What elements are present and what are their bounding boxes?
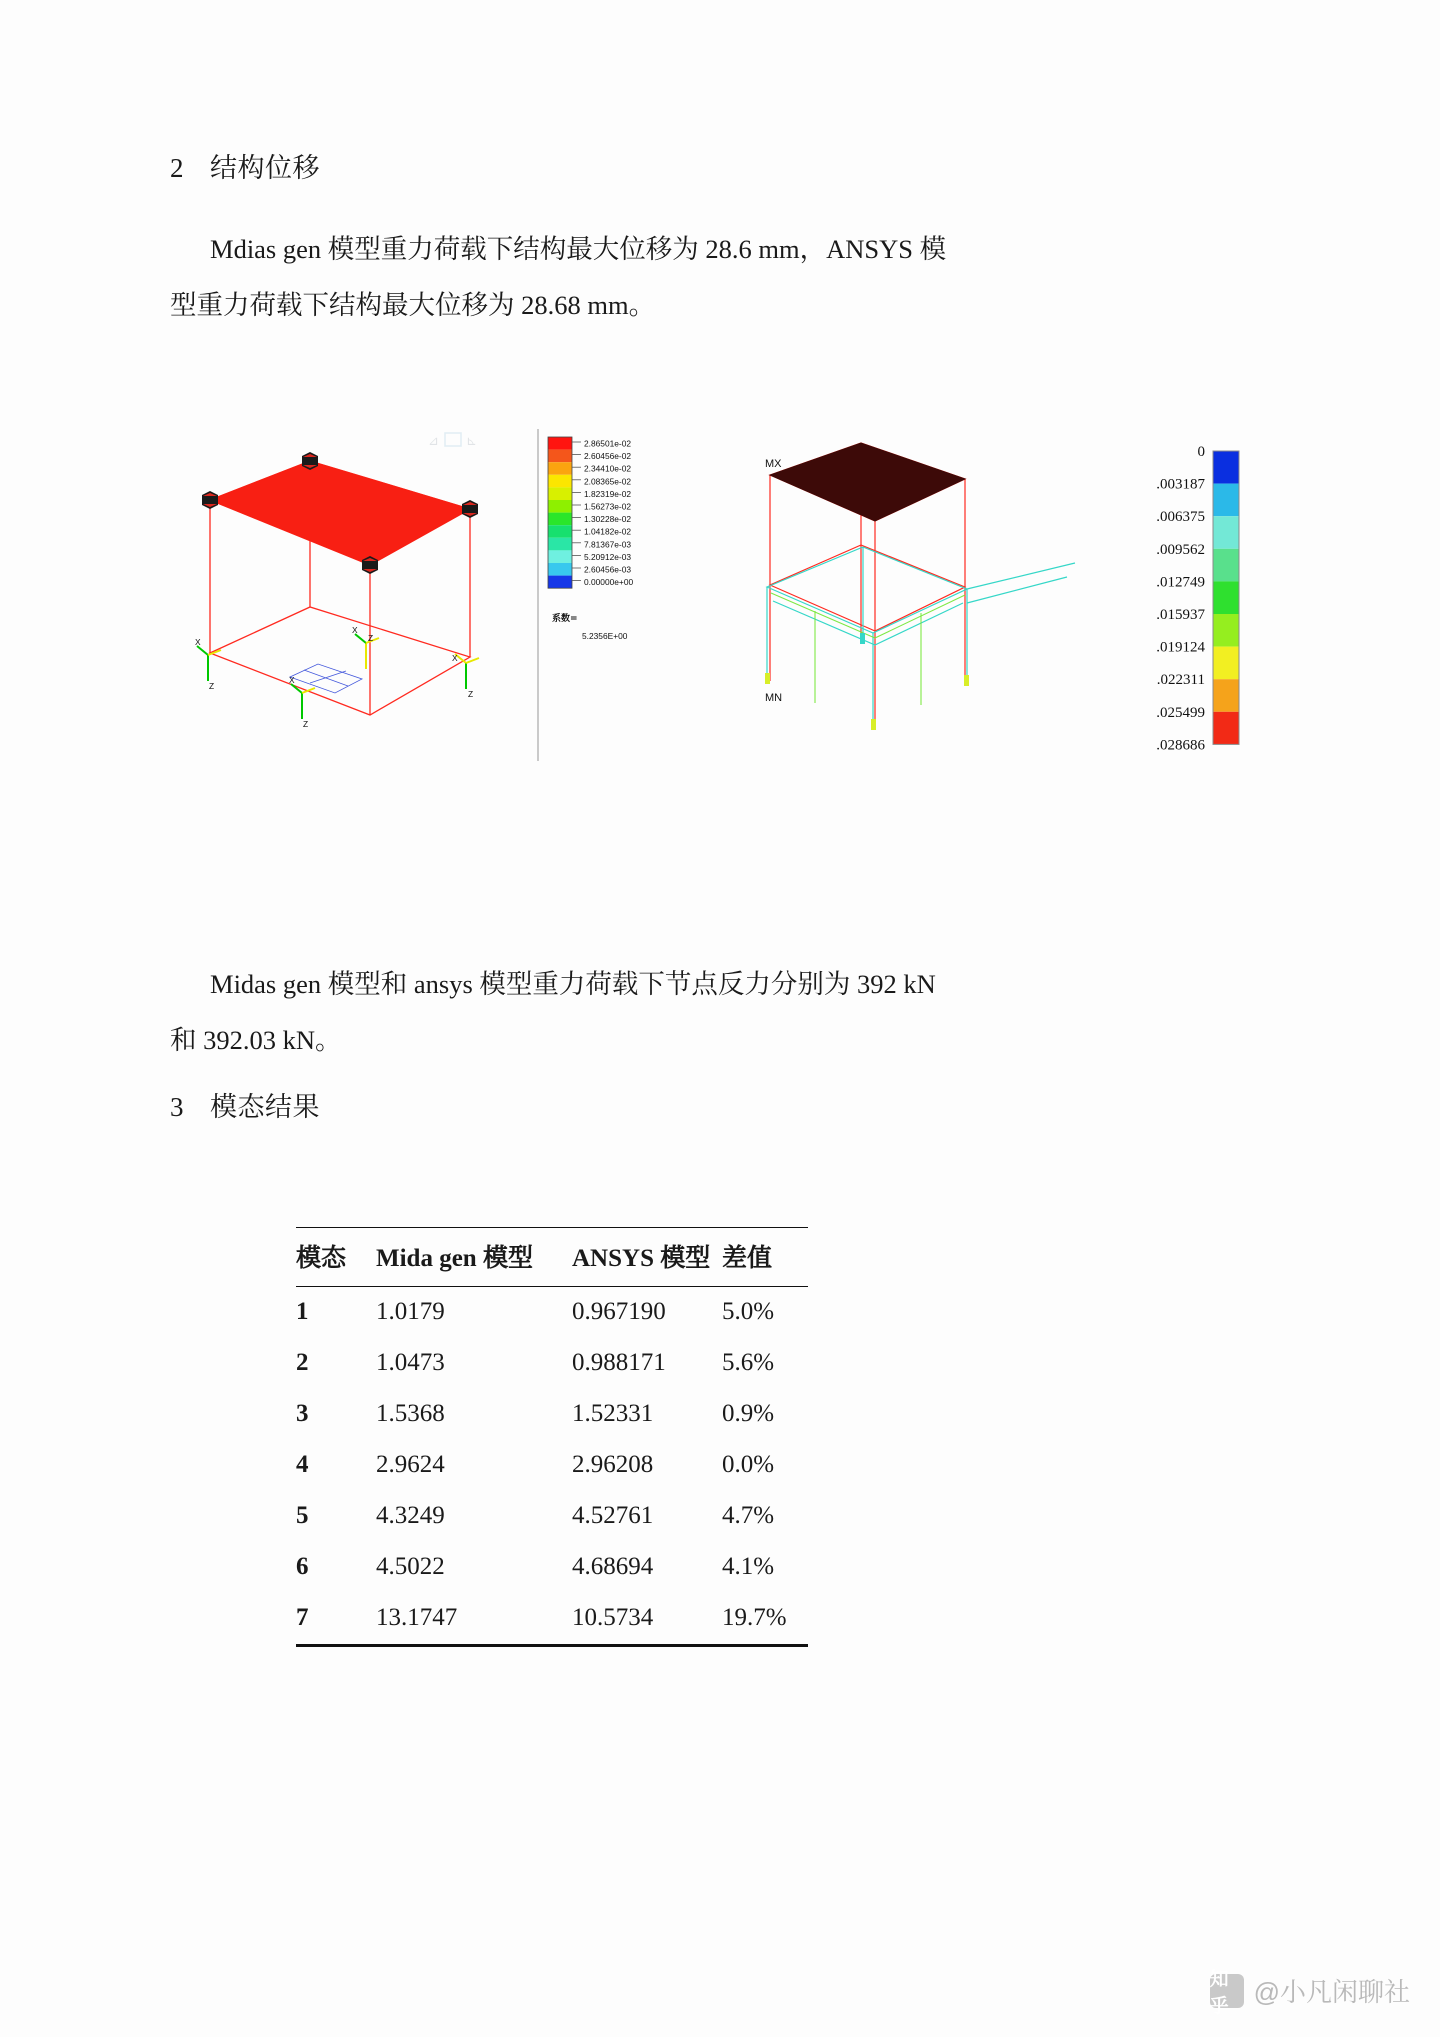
midas-legend-swatch: [548, 437, 572, 450]
ansys-legend-swatch: [1213, 451, 1239, 484]
midas-legend-swatch: [548, 550, 572, 563]
midas-legend-value: 2.08365e-02: [584, 476, 632, 487]
ansys-view: [715, 435, 1280, 765]
ansys-deformed-shape-secondary: [771, 593, 965, 705]
ansys-top-slab-contour: [770, 443, 965, 521]
table-cell-midas: 4.5022: [376, 1553, 445, 1580]
ansys-legend-swatch: [1213, 712, 1239, 745]
midas-factor-label: 系数=: [552, 614, 578, 624]
table-cell-diff: 0.0%: [722, 1451, 775, 1478]
ansys-legend-swatch: [1213, 549, 1239, 582]
table-cell-ansys: 0.988171: [572, 1349, 666, 1376]
midas-legend-swatch: [548, 513, 572, 526]
table-row: [296, 1287, 808, 1339]
table-cell-midas: 13.1747: [376, 1604, 458, 1631]
table-cell-midas: 4.3249: [376, 1502, 445, 1529]
ansys-legend-value: .009562: [1156, 541, 1205, 558]
ansys-legend-swatch: [1213, 516, 1239, 549]
ansys-legend-value: .028686: [1156, 737, 1205, 754]
table-cell-midas: 2.9624: [376, 1451, 445, 1478]
table-cell-ansys: 2.96208: [572, 1451, 654, 1478]
table-row: [296, 1491, 808, 1542]
midas-legend-swatch: [548, 462, 572, 475]
midas-legend-value: 2.60456e-03: [584, 564, 632, 575]
table-cell-mode: 4: [296, 1451, 309, 1478]
midas-legend-value: 1.82319e-02: [584, 488, 632, 499]
midas-legend-value: 2.60456e-02: [584, 451, 632, 462]
table-cell-ansys: 4.68694: [572, 1553, 654, 1580]
svg-text:X: X: [289, 675, 295, 685]
midas-legend-value: 0.00000e+00: [584, 577, 634, 588]
midas-gen-svg: [170, 425, 690, 765]
ansys-min-node-label: MN: [765, 692, 783, 704]
table-cell-mode: 1: [296, 1298, 309, 1325]
ansys-legend-value: .012749: [1156, 574, 1205, 591]
section-heading-3: [170, 1085, 320, 1124]
paragraph-reaction-line2: 和 392.03 kN。: [170, 1025, 342, 1055]
midas-corner-glyphs: [428, 433, 477, 449]
ansys-max-node-label: MX: [765, 458, 782, 470]
table-header-mode: 模态: [296, 1245, 347, 1272]
table-cell-mode: 6: [296, 1553, 309, 1580]
midas-top-slab-contour: [210, 461, 470, 565]
watermark-username: @小凡闲聊社: [1253, 1977, 1410, 2007]
table-cell-diff: 5.6%: [722, 1349, 775, 1376]
svg-text:⊾: ⊾: [466, 434, 477, 449]
midas-legend-value: 2.86501e-02: [584, 438, 632, 449]
table-cell-diff: 4.1%: [722, 1553, 775, 1580]
table-header-row: [296, 1228, 808, 1287]
table-row: [296, 1542, 808, 1593]
ansys-legend: [1156, 444, 1239, 753]
svg-text:Z: Z: [209, 681, 215, 691]
section-number: 3: [170, 1092, 184, 1122]
midas-legend-swatch: [548, 563, 572, 576]
table-header-difference: 差值: [722, 1245, 773, 1272]
table-cell-diff: 19.7%: [722, 1604, 787, 1631]
ansys-legend-value: .025499: [1156, 704, 1205, 721]
midas-legend-swatch: [548, 487, 572, 500]
section-title: 模态结果: [210, 1092, 320, 1122]
table-cell-midas: 1.5368: [376, 1400, 445, 1427]
table-cell-ansys: 0.967190: [572, 1298, 666, 1325]
ansys-legend-swatch: [1213, 679, 1239, 712]
midas-legend-value: 5.20912e-03: [584, 551, 632, 562]
midas-gen-view: [170, 425, 690, 765]
svg-text:Z: Z: [368, 633, 374, 643]
table-row: [296, 1389, 808, 1440]
section-heading-2: [170, 146, 320, 185]
ansys-legend-value: 0: [1197, 444, 1205, 460]
table-cell-mode: 3: [296, 1400, 309, 1427]
midas-legend-value: 7.81367e-03: [584, 539, 632, 550]
paragraph-reaction-line1: Midas gen 模型和 ansys 模型重力荷载下节点反力分别为 392 kN: [210, 969, 936, 999]
midas-legend-swatch: [548, 525, 572, 538]
table-cell-ansys: 10.5734: [572, 1604, 654, 1631]
midas-factor-value: 5.2356E+00: [582, 631, 628, 641]
paragraph-displacement-line2: 型重力荷载下结构最大位移为 28.68 mm。: [170, 290, 656, 320]
ansys-support-markers: [765, 633, 969, 730]
svg-text:X: X: [195, 637, 201, 647]
ansys-legend-swatch: [1213, 614, 1239, 647]
table-row: [296, 1440, 808, 1491]
table-cell-midas: 1.0179: [376, 1298, 445, 1325]
ansys-legend-value: .019124: [1156, 639, 1205, 656]
table-cell-diff: 0.9%: [722, 1400, 775, 1427]
table-cell-midas: 1.0473: [376, 1349, 445, 1376]
table-head: [296, 1228, 808, 1287]
paragraph-displacement-line1: Mdias gen 模型重力荷载下结构最大位移为 28.6 mm，ANSYS 模: [210, 234, 947, 264]
table-cell-ansys: 1.52331: [572, 1400, 654, 1427]
midas-legend-value: 1.04182e-02: [584, 526, 632, 537]
table-row: [296, 1593, 808, 1646]
svg-text:Z: Z: [468, 689, 474, 699]
ansys-svg: [715, 435, 1280, 765]
table-cell-ansys: 4.52761: [572, 1502, 654, 1529]
table-cell-diff: 4.7%: [722, 1502, 775, 1529]
table-header-midas-model: Mida gen 模型: [376, 1245, 533, 1272]
midas-legend-swatch: [548, 450, 572, 463]
table-cell-mode: 2: [296, 1349, 309, 1376]
ansys-legend-swatch: [1213, 581, 1239, 614]
ansys-legend-value: .003187: [1156, 476, 1205, 493]
table-body: [296, 1287, 808, 1646]
table-cell-diff: 5.0%: [722, 1298, 775, 1325]
midas-legend-swatch: [548, 538, 572, 551]
zhihu-logo-icon: 知乎: [1210, 1974, 1244, 2008]
svg-text:X: X: [352, 625, 358, 635]
ansys-legend-swatch: [1213, 484, 1239, 517]
svg-text:⊿: ⊿: [428, 434, 439, 449]
ansys-legend-value: .015937: [1156, 607, 1205, 623]
figure-displacement-contours: [170, 425, 1280, 785]
midas-legend-swatch: [548, 475, 572, 488]
midas-legend-value: 1.30228e-02: [584, 514, 632, 525]
midas-legend-value: 1.56273e-02: [584, 501, 632, 512]
ansys-legend-swatch: [1213, 647, 1239, 680]
table-header-ansys-model: ANSYS 模型: [572, 1245, 711, 1272]
midas-legend-swatch: [548, 500, 572, 513]
modal-results-table-wrapper: [296, 1227, 808, 1647]
table-cell-mode: 7: [296, 1604, 309, 1631]
midas-legend-value: 2.34410e-02: [584, 463, 632, 474]
table-row: [296, 1338, 808, 1389]
midas-legend: [548, 437, 633, 641]
ansys-legend-value: .006375: [1156, 509, 1205, 526]
svg-text:X: X: [452, 653, 458, 663]
table-cell-mode: 5: [296, 1502, 309, 1529]
section-title: 结构位移: [210, 153, 320, 183]
watermark: [1209, 1968, 1410, 2017]
midas-legend-swatch: [548, 576, 572, 589]
svg-text:Z: Z: [303, 719, 309, 729]
section-number: 2: [170, 153, 184, 183]
modal-results-table: [296, 1227, 808, 1647]
ansys-legend-value: .022311: [1156, 672, 1205, 689]
